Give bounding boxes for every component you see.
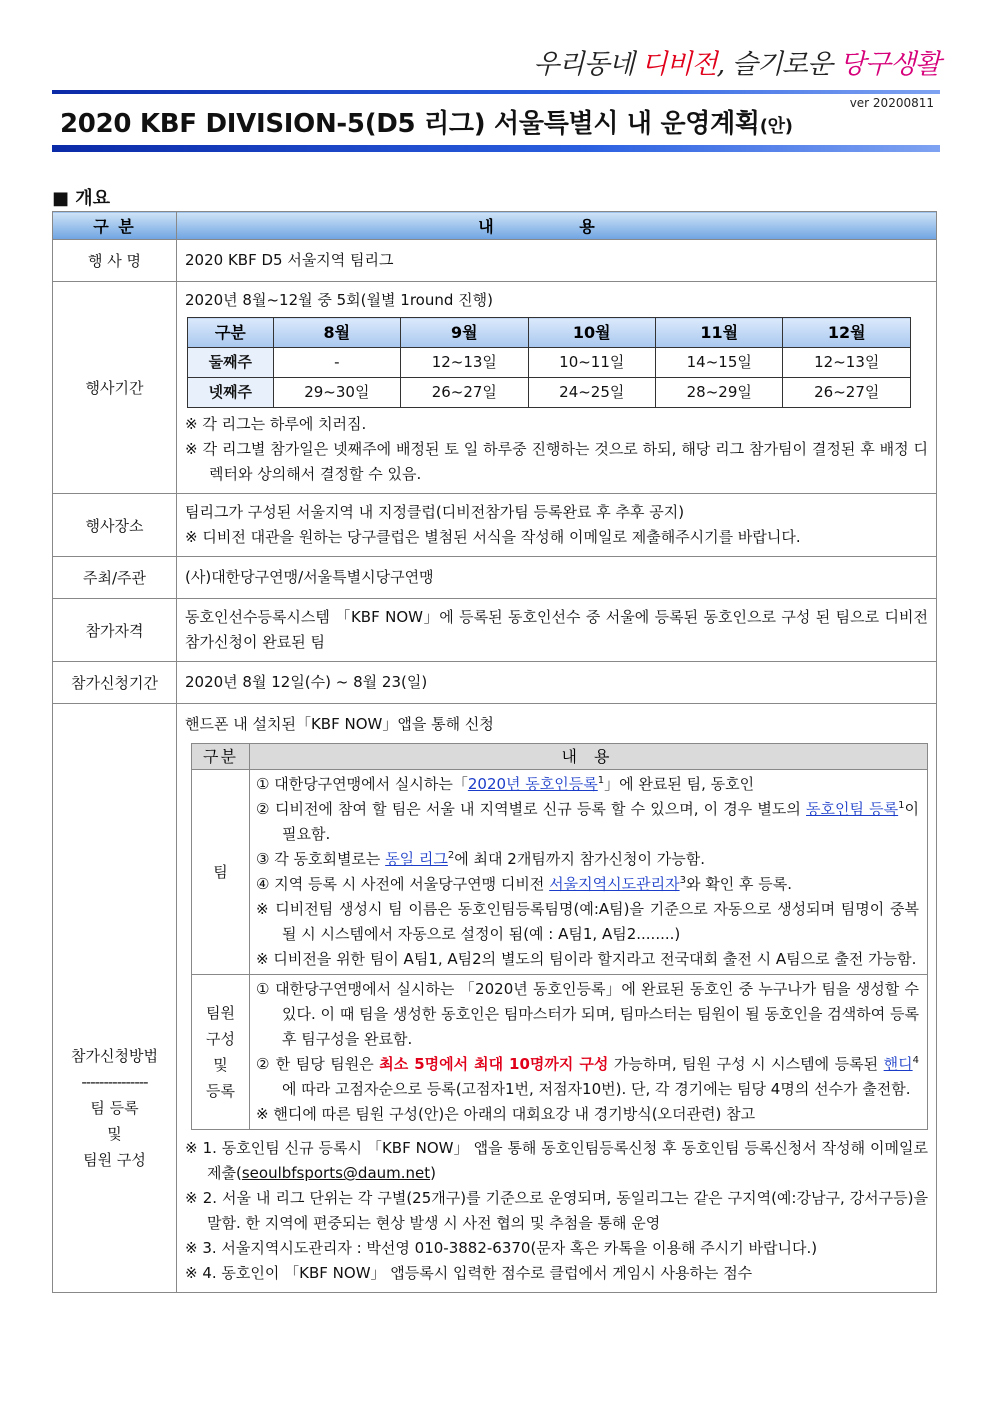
inner-row-member: [192, 975, 928, 1130]
row-label-method: [53, 704, 177, 1293]
text: ※ 1. 동호인팀 신규 등록시 「KBF NOW」 앱을 통해 동호인팀등록신청 후 동호인팀 등록신청서 작성해 이메일로 제출(: [185, 1139, 928, 1182]
inner-header-row: [192, 744, 928, 770]
header-rule-bottom: [52, 145, 940, 152]
text: ② 디비전에 참여 할 팀은 서울 내 지역별로 신규 등록 할 수 있으며, 이 경우 별도의: [256, 800, 807, 818]
method-label-b1: 팀 등록: [90, 1099, 139, 1117]
inner-label-member: [192, 975, 250, 1130]
schedule-header: 9월: [401, 318, 528, 348]
link-handicap[interactable]: 핸디: [883, 1055, 913, 1073]
text: ③ 각 동호회별로는: [256, 850, 386, 868]
row-label: 참가신청기간: [53, 662, 177, 704]
row-venue: [53, 494, 937, 557]
row-method: [53, 704, 937, 1293]
row-label: 행사기간: [53, 282, 177, 494]
team-item-2: [256, 797, 919, 847]
text: 」에 완료된 팀, 동호인: [604, 775, 755, 793]
label-line: 구성: [206, 1030, 235, 1048]
schedule-header: 구분: [188, 318, 274, 348]
row-label: 행사장소: [53, 494, 177, 557]
footnote-mark: 4: [912, 1055, 919, 1066]
schedule-header: 12월: [783, 318, 911, 348]
method-label-divider: ---------------: [81, 1073, 148, 1091]
team-note-2: ※ 디비전을 위한 팀이 A팀1, A팀2의 별도의 팀이라 할지라고 전국대회 출전 시 A팀으로 출전 가능함.: [256, 950, 917, 968]
row-value: [177, 282, 937, 494]
link-member-registration[interactable]: 2020년 동호인등록: [467, 775, 598, 793]
text: ① 대한당구연맹에서 실시하는「: [256, 775, 468, 793]
method-intro: 핸드폰 내 설치된「KBF NOW」앱을 통해 신청: [185, 715, 494, 733]
schedule-cell: 14~15일: [656, 348, 783, 378]
team-item-3: [256, 847, 919, 872]
footnote-3: ※ 3. 서울지역시도관리자 : 박선영 010-3882-6370(문자 혹은 카톡을 이용해 주시기 바랍니다.): [185, 1239, 818, 1257]
text: 에 최대 2개팀까지 참가신청이 가능함.: [454, 850, 706, 868]
text: 에 따라 고점자순으로 등록(고점자1번, 저점자10번). 단, 각 경기에는 팀당 4명의 선수가 출전함.: [282, 1080, 911, 1098]
schedule-cell: 26~27일: [401, 378, 528, 408]
schedule-cell: 28~29일: [656, 378, 783, 408]
period-note-2: ※ 각 리그별 참가일은 넷째주에 배정된 토 일 하루중 진행하는 것으로 하되, 해당 리그 참가팀이 결정된 후 배정 디렉터와 상의해서 결정할 수 있음.: [185, 440, 928, 483]
text: ④ 지역 등록 시 사전에 서울당구연맹 디비전: [256, 875, 550, 893]
page-title: [60, 103, 793, 140]
row-eligibility: [53, 599, 937, 662]
label-line: 및: [213, 1056, 228, 1074]
text: ② 한 팀당 팀원은: [256, 1055, 380, 1073]
page-title-suffix: (안): [759, 116, 793, 137]
team-note-1: ※ 디비전팀 생성시 팀 이름은 동호인팀등록팀명(예:A팀)을 기준으로 자동으로 생성되며 팀명이 중복될 시 시스템에서 자동으로 설정이 됨(예 : A팀1, A팀2........): [256, 900, 919, 943]
footnote-mark: 2: [447, 850, 455, 861]
row-value: 2020 KBF D5 서울지역 팀리그: [177, 240, 937, 282]
schedule-header: 8월: [273, 318, 400, 348]
inner-content-team: [250, 770, 928, 975]
footnote-mark: 1: [898, 800, 905, 811]
section-heading: ■ 개요: [52, 188, 111, 209]
schedule-cell: -: [273, 348, 400, 378]
row-value: 2020년 8월 12일(수) ~ 8월 23(일): [177, 662, 937, 704]
schedule-header: 10월: [528, 318, 655, 348]
link-same-league[interactable]: 동일 리그: [385, 850, 448, 868]
schedule-header-row: [188, 318, 911, 348]
schedule-table: [187, 317, 911, 408]
venue-line-1: 팀리그가 구성된 서울지역 내 지정클럽(디비전참가팀 등록완료 후 추후 공지): [185, 503, 685, 521]
footnote-1: [185, 1136, 928, 1186]
row-period: [53, 282, 937, 494]
period-note-1: ※ 각 리그는 하루에 치러짐.: [185, 415, 367, 433]
schedule-cell: 24~25일: [528, 378, 655, 408]
version-label: ver 20200811: [849, 96, 934, 110]
team-item-4: [256, 872, 919, 897]
footnote-mark: 3: [679, 875, 686, 886]
schedule-row: [188, 378, 911, 408]
label-line: 등록: [206, 1082, 235, 1100]
period-intro: 2020년 8월~12월 중 5회(월별 1round 진행): [185, 291, 493, 309]
header-rule-top: [52, 90, 940, 94]
inner-row-team: [192, 770, 928, 975]
overview-table: [52, 211, 937, 1293]
table-header-row: [53, 212, 937, 240]
inner-header-category: 구분: [192, 744, 250, 770]
footnote-2: ※ 2. 서울 내 리그 단위는 각 구별(25개구)를 기준으로 운영되며, 동일리그는 같은 구지역(예:강남구, 강서구등)을 말함. 한 지역에 편중되는 현상 발생 시 사전 협의 및 추첨을 통해 운영: [185, 1189, 928, 1232]
method-label-b3: 팀원 구성: [83, 1151, 146, 1169]
row-value: 동호인선수등록시스템 「KBF NOW」에 등록된 동호인선수 중 서울에 등록된 동호인으로 구성 된 팀으로 디비전 참가신청이 완료된 팀: [177, 599, 937, 662]
schedule-cell: 12~13일: [401, 348, 528, 378]
inner-content-member: [250, 975, 928, 1130]
schedule-cell: 둘째주: [188, 348, 274, 378]
inner-header-content: 내 용: [250, 744, 928, 770]
slogan: [533, 42, 940, 81]
row-event-name: [53, 240, 937, 282]
row-value: [177, 704, 937, 1293]
schedule-cell: 넷째주: [188, 378, 274, 408]
page-title-main: 2020 KBF DIVISION-5(D5 리그) 서울특별시 내 운영계획: [60, 109, 760, 139]
schedule-cell: 26~27일: [783, 378, 911, 408]
row-label: 참가자격: [53, 599, 177, 662]
slogan-text-3: , 슬기로운: [716, 49, 840, 80]
row-value: [177, 494, 937, 557]
text: 가능하며, 팀원 구성 시 시스템에 등록된: [608, 1055, 884, 1073]
method-inner-table: [191, 743, 928, 1130]
label-line: 팀원: [206, 1004, 235, 1022]
schedule-header: 11월: [656, 318, 783, 348]
row-host: [53, 557, 937, 599]
row-value: (사)대한당구연맹/서울특별시당구연맹: [177, 557, 937, 599]
method-label-b2: 및: [107, 1125, 122, 1143]
schedule-cell: 12~13일: [783, 348, 911, 378]
venue-line-2: ※ 디비전 대관을 원하는 당구클럽은 별첨된 서식을 작성해 이메일로 제출해주시기를 바랍니다.: [185, 528, 801, 546]
slogan-text-2: 디비전: [641, 49, 717, 80]
link-team-registration[interactable]: 동호인팀 등록: [806, 800, 899, 818]
inner-label-team: 팀: [192, 770, 250, 975]
slogan-text-1: 우리동네: [533, 49, 642, 80]
column-header-content: 내 용: [177, 212, 937, 240]
footnote-4: ※ 4. 동호인이 「KBF NOW」 앱등록시 입력한 점수로 클럽에서 게임시 사용하는 점수: [185, 1264, 753, 1282]
text: ): [430, 1164, 436, 1182]
row-apply-period: [53, 662, 937, 704]
method-label-top: 참가신청방법: [71, 1047, 158, 1065]
highlight-text: 최소 5명에서 최대 10명까지 구성: [379, 1055, 609, 1073]
footnote-mark: 1: [597, 775, 605, 786]
row-label: 주최/주관: [53, 557, 177, 599]
text: 이 필요함.: [282, 800, 919, 843]
schedule-row: [188, 348, 911, 378]
slogan-text-4: 당구생활: [839, 49, 940, 80]
email-link[interactable]: seoulbfsports@daum.net: [241, 1164, 431, 1182]
text: 와 확인 후 등록.: [685, 875, 792, 893]
row-label: 행 사 명: [53, 240, 177, 282]
link-regional-manager[interactable]: 서울지역시도관리자: [549, 875, 680, 893]
team-item-1: [256, 772, 919, 797]
member-item-2: [256, 1052, 919, 1102]
schedule-cell: 29~30일: [273, 378, 400, 408]
schedule-cell: 10~11일: [528, 348, 655, 378]
column-header-category: 구 분: [53, 212, 177, 240]
member-note: ※ 핸디에 따른 팀원 구성(안)은 아래의 대회요강 내 경기방식(오더관련) 참고: [256, 1105, 756, 1123]
member-item-1: ① 대한당구연맹에서 실시하는 「2020년 동호인등록」에 완료된 동호인 중 누구나가 팀을 생성할 수 있다. 이 때 팀을 생성한 동호인은 팀마스터가 되며, 팀마스터는 팀원이 될 동호인을 검색하여 등록 후 팀구성을 완료함.: [256, 980, 919, 1048]
